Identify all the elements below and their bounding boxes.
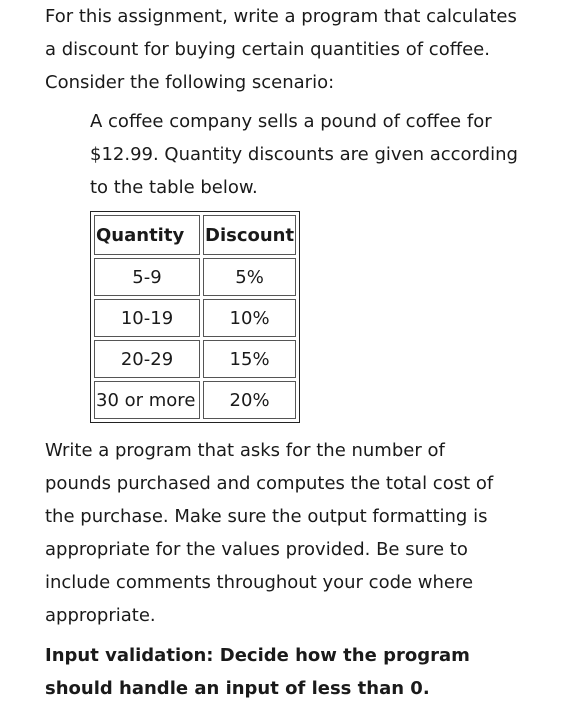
instructions-line: include comments throughout your code where [45,572,474,593]
table-row [94,340,296,378]
discount-cell: 5% [203,258,296,296]
quantity-cell: 10-19 [94,299,200,337]
quantity-cell: 20-29 [94,340,200,378]
intro-line: a discount for buying certain quantities of coffee. [45,39,490,60]
scenario-line: A coffee company sells a pound of coffee for [90,111,492,132]
validation-line: Input validation: Decide how the program [45,645,470,666]
table-header-row [94,215,296,255]
discount-cell: 15% [203,340,296,378]
instructions-line: pounds purchased and computes the total cost of [45,473,494,494]
intro-paragraph [45,0,517,99]
discount-table [90,211,300,423]
quantity-cell: 30 or more [94,381,200,419]
instructions-line: Write a program that asks for the number of [45,440,445,461]
instructions-line: appropriate. [45,605,156,626]
table-row [94,381,296,419]
validation-line: should handle an input of less than 0. [45,678,430,699]
intro-line: For this assignment, write a program that calculates [45,6,517,27]
discount-cell: 10% [203,299,296,337]
instructions-line: appropriate for the values provided. Be sure to [45,539,468,560]
input-validation-paragraph [45,639,470,705]
discount-header: Discount [203,215,296,255]
scenario-line: to the table below. [90,177,258,198]
instructions-paragraph [45,434,493,632]
table-row [94,258,296,296]
quantity-cell: 5-9 [94,258,200,296]
instructions-line: the purchase. Make sure the output formatting is [45,506,488,527]
discount-cell: 20% [203,381,296,419]
scenario-paragraph [90,105,518,204]
table-row [94,299,296,337]
intro-line: Consider the following scenario: [45,72,335,93]
quantity-header: Quantity [94,215,200,255]
scenario-line: $12.99. Quantity discounts are given according [90,144,518,165]
